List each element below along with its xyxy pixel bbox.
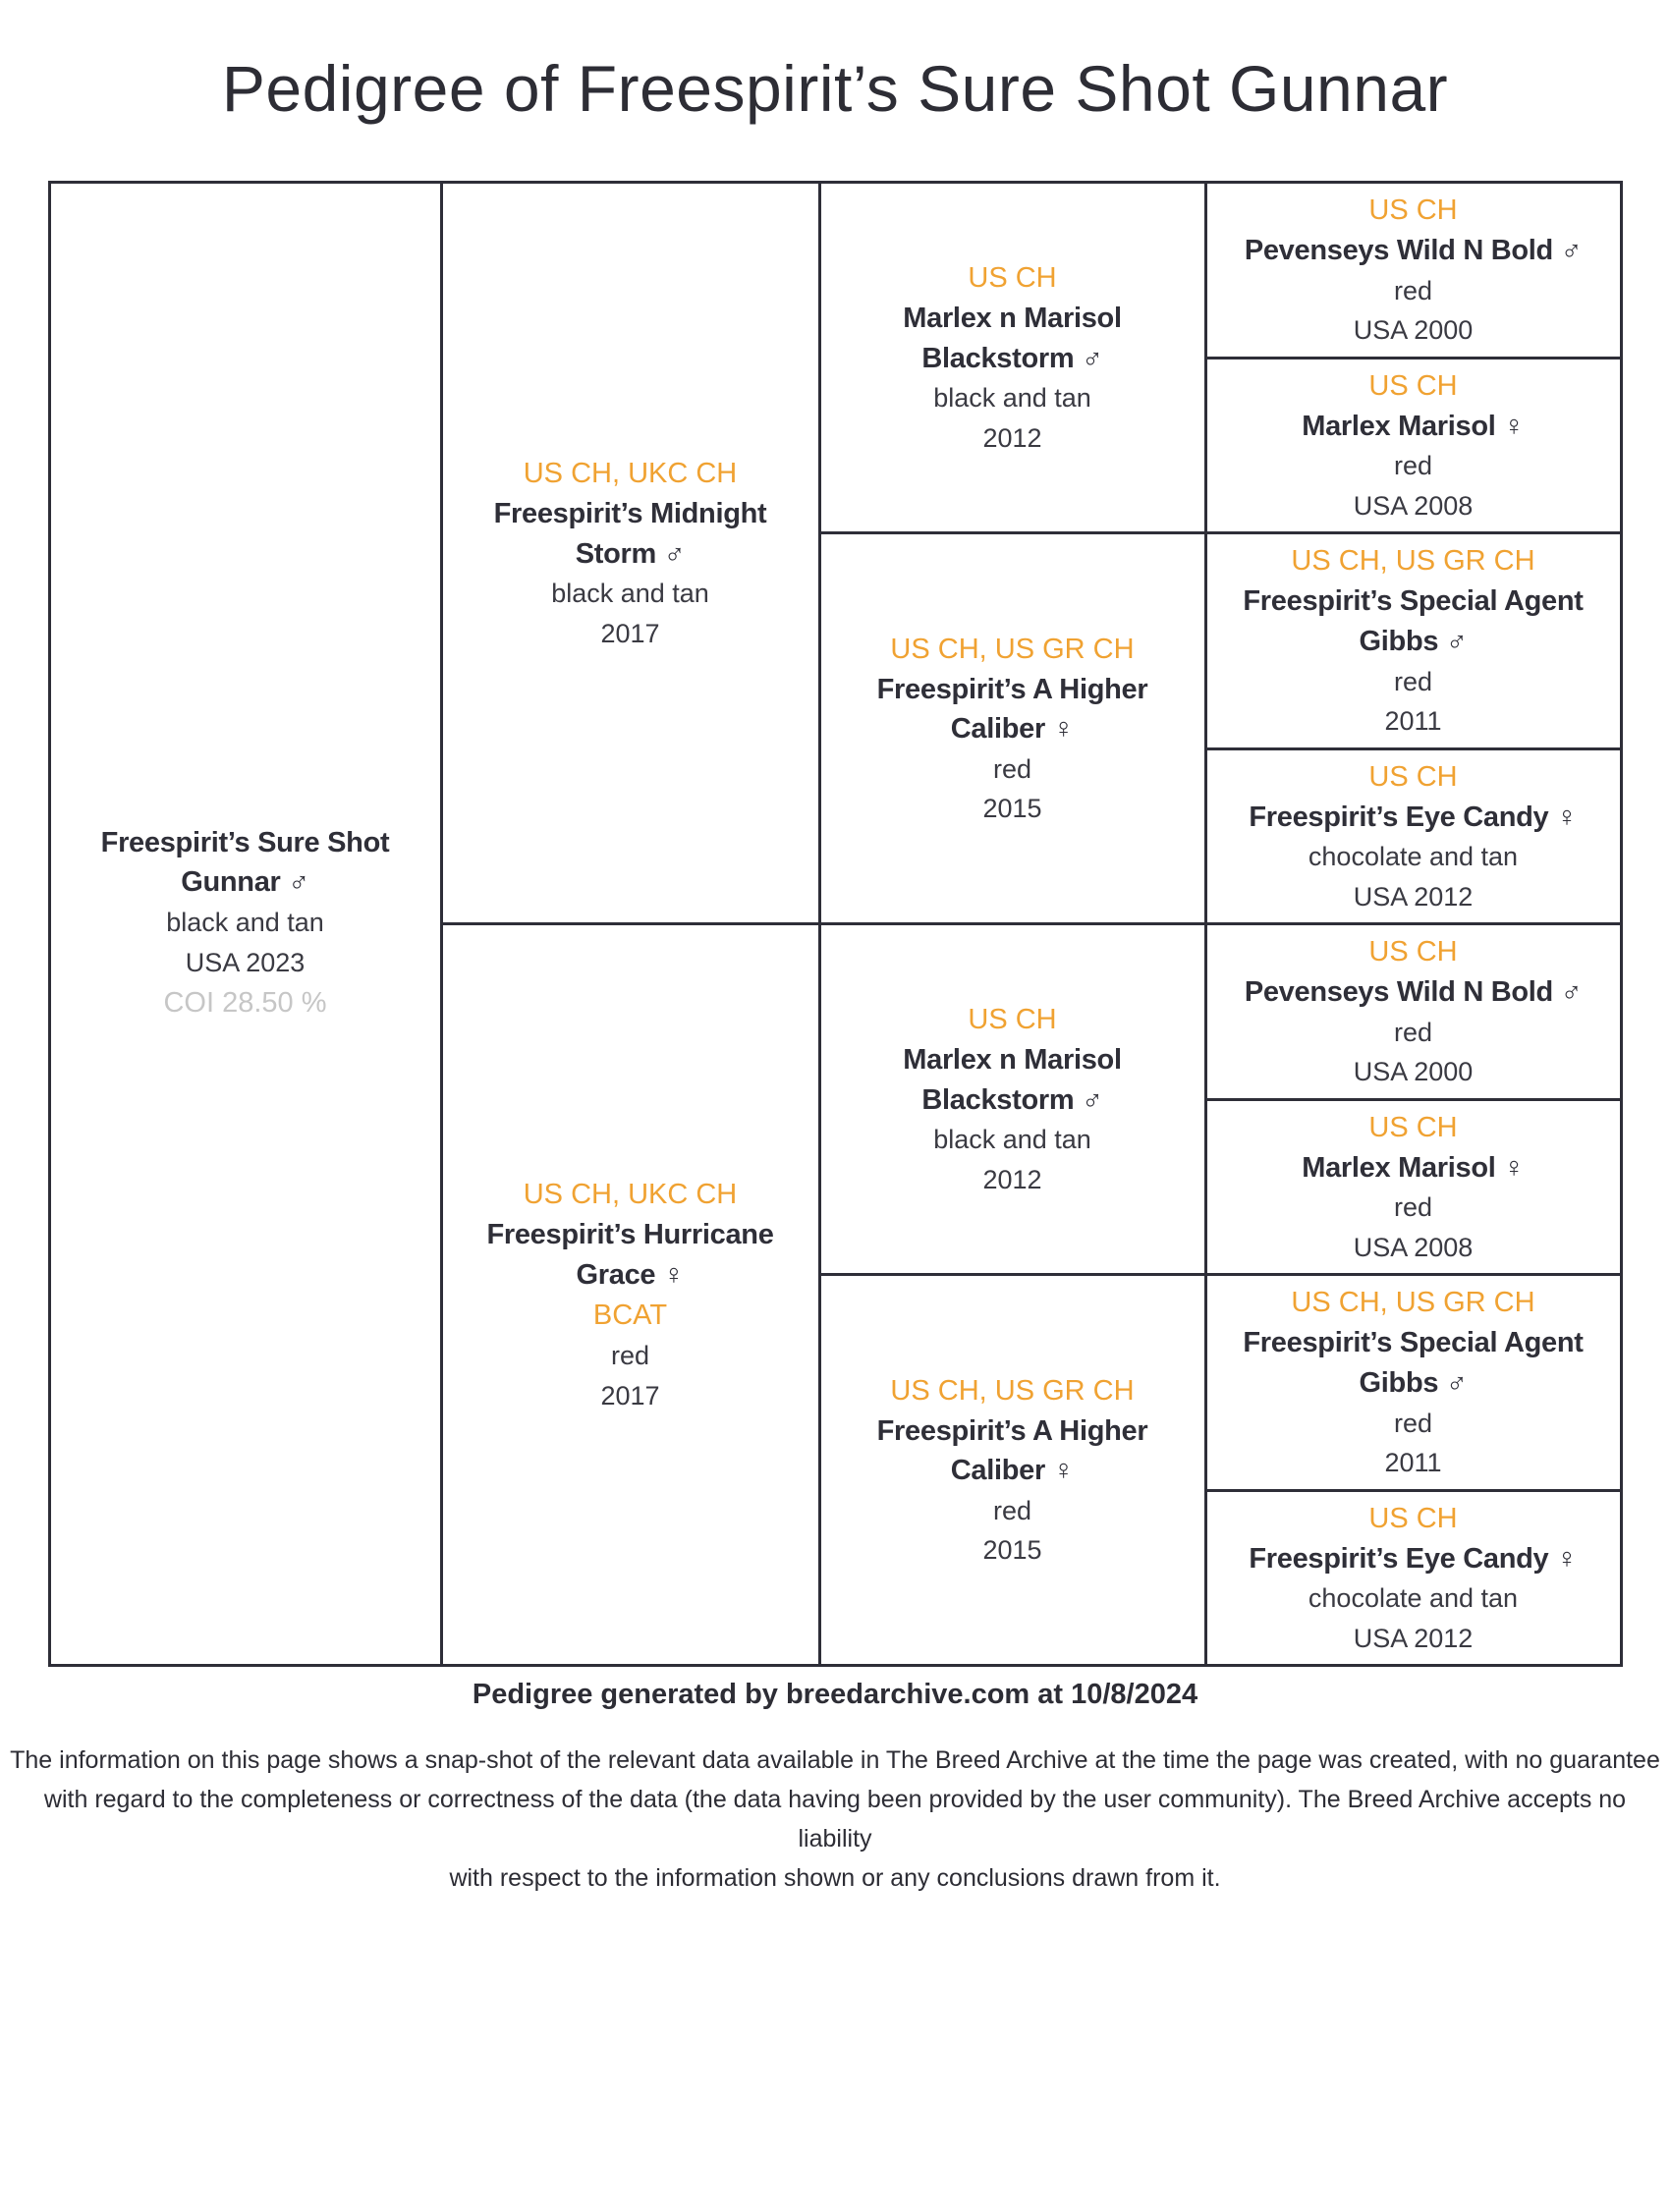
generated-footer: Pedigree generated by breedarchive.com at 10/8/2024 bbox=[472, 1679, 1198, 1711]
dog-name-text: Pevenseys Wild N Bold bbox=[1244, 976, 1553, 1009]
great-grandparent-year: 2011 bbox=[1384, 1448, 1442, 1478]
champion-titles: US CH bbox=[968, 262, 1057, 295]
female-symbol: ♀ bbox=[1503, 410, 1525, 442]
great-grandparent-year: USA 2000 bbox=[1353, 1057, 1474, 1087]
great-grandparent-name bbox=[1215, 972, 1612, 1013]
grandsire-color: black and tan bbox=[933, 1125, 1091, 1155]
great-grandparent-name bbox=[1215, 1539, 1612, 1579]
great-grandparent-color: red bbox=[1393, 1408, 1433, 1438]
great-grandparent-name bbox=[1215, 581, 1612, 661]
sire-name bbox=[451, 494, 810, 574]
dog-name-text: Marlex n Marisol Blackstorm bbox=[903, 303, 1122, 374]
great-grandparent-color: red bbox=[1393, 451, 1433, 481]
grandsire-name bbox=[829, 1040, 1197, 1120]
cell-great-grandparent-4 bbox=[1205, 748, 1621, 924]
champion-titles: US CH, UKC CH bbox=[523, 1179, 738, 1211]
dog-name-text: Freespirit’s Eye Candy bbox=[1249, 1542, 1549, 1575]
subject-name bbox=[59, 823, 432, 903]
cell-great-grandparent-5 bbox=[1205, 924, 1621, 1100]
great-grandparent-year: USA 2008 bbox=[1353, 1232, 1474, 1262]
dog-name-text: Freespirit’s Eye Candy bbox=[1249, 801, 1549, 833]
great-grandparent-name bbox=[1215, 1323, 1612, 1403]
granddam-year: 2015 bbox=[982, 794, 1042, 824]
grandsire-year: 2012 bbox=[982, 1164, 1042, 1194]
disclaimer-line: with regard to the completeness or correctness of the data (the data having been provided by the user community). The Breed Archive accepts no liability bbox=[43, 1786, 1627, 1853]
great-grandparent-color: red bbox=[1393, 275, 1433, 305]
subject-color: black and tan bbox=[166, 908, 324, 937]
dog-name-text: Marlex n Marisol Blackstorm bbox=[903, 1044, 1122, 1116]
dog-name-text: Freespirit’s Special Agent Gibbs bbox=[1243, 1327, 1584, 1400]
sire-year: 2017 bbox=[600, 618, 660, 648]
dam-year: 2017 bbox=[600, 1380, 660, 1410]
champion-titles-extra: BCAT bbox=[592, 1300, 668, 1332]
great-grandparent-color: red bbox=[1393, 1017, 1433, 1047]
champion-titles: US CH bbox=[1368, 369, 1458, 402]
male-symbol: ♂ bbox=[1560, 235, 1583, 267]
disclaimer-line: The information on this page shows a snap-shot of the relevant data available in The Breed Archive at the time the page was created, with no guarantee bbox=[10, 1746, 1660, 1775]
female-symbol: ♀ bbox=[1052, 1455, 1075, 1487]
dam-name bbox=[451, 1215, 810, 1295]
grandsire-name bbox=[829, 299, 1197, 378]
great-grandparent-color: chocolate and tan bbox=[1308, 842, 1519, 872]
pedigree-table bbox=[48, 181, 1623, 1667]
male-symbol: ♂ bbox=[1082, 1083, 1103, 1116]
cell-paternal-granddam bbox=[819, 533, 1205, 924]
subject-year: USA 2023 bbox=[185, 947, 306, 977]
female-symbol: ♀ bbox=[1052, 713, 1075, 746]
female-symbol: ♀ bbox=[1503, 1151, 1525, 1184]
dog-name-text: Freespirit’s Special Agent Gibbs bbox=[1243, 585, 1584, 657]
dog-name-text: Freespirit’s Midnight Storm bbox=[493, 498, 767, 570]
champion-titles: US CH bbox=[1368, 1502, 1458, 1534]
disclaimer-text bbox=[10, 1741, 1660, 1898]
dog-name-text: Pevenseys Wild N Bold bbox=[1244, 235, 1553, 267]
cell-maternal-grandsire bbox=[819, 924, 1205, 1275]
dog-name-text: Freespirit’s A Higher Caliber bbox=[876, 673, 1148, 746]
champion-titles: US CH bbox=[1368, 760, 1458, 793]
cell-subject bbox=[49, 183, 441, 1666]
great-grandparent-color: chocolate and tan bbox=[1308, 1583, 1519, 1614]
great-grandparent-color: red bbox=[1393, 1192, 1433, 1223]
granddam-color: red bbox=[992, 753, 1032, 784]
grandsire-color: black and tan bbox=[933, 383, 1091, 414]
granddam-color: red bbox=[992, 1495, 1032, 1525]
cell-great-grandparent-6 bbox=[1205, 1099, 1621, 1275]
champion-titles: US CH, US GR CH bbox=[1291, 1287, 1535, 1319]
great-grandparent-name bbox=[1215, 407, 1612, 447]
female-symbol: ♀ bbox=[1556, 1542, 1578, 1575]
cell-dam bbox=[441, 924, 819, 1666]
granddam-year: 2015 bbox=[982, 1535, 1042, 1566]
disclaimer-line: with respect to the information shown or any conclusions drawn from it. bbox=[449, 1864, 1221, 1893]
great-grandparent-year: USA 2000 bbox=[1353, 315, 1474, 346]
male-symbol: ♂ bbox=[663, 537, 686, 570]
cell-sire bbox=[441, 183, 819, 924]
male-symbol: ♂ bbox=[1082, 342, 1103, 374]
granddam-name bbox=[829, 670, 1197, 749]
male-symbol: ♂ bbox=[1445, 1367, 1468, 1400]
subject-coi: COI 28.50 % bbox=[163, 987, 327, 1019]
cell-paternal-grandsire bbox=[819, 183, 1205, 533]
dog-name-text: Marlex Marisol bbox=[1302, 410, 1496, 442]
female-symbol: ♀ bbox=[1556, 801, 1578, 833]
champion-titles: US CH bbox=[968, 1004, 1057, 1036]
cell-great-grandparent-8 bbox=[1205, 1490, 1621, 1666]
great-grandparent-name bbox=[1215, 1148, 1612, 1189]
dog-name-text: Freespirit’s Hurricane Grace bbox=[486, 1219, 774, 1291]
dog-name-text: Freespirit’s A Higher Caliber bbox=[876, 1414, 1148, 1487]
great-grandparent-year: USA 2012 bbox=[1353, 881, 1474, 912]
cell-great-grandparent-7 bbox=[1205, 1275, 1621, 1490]
champion-titles: US CH, US GR CH bbox=[890, 1374, 1135, 1407]
great-grandparent-name bbox=[1215, 231, 1612, 271]
great-grandparent-year: USA 2008 bbox=[1353, 490, 1474, 521]
cell-maternal-granddam bbox=[819, 1275, 1205, 1666]
male-symbol: ♂ bbox=[1445, 625, 1468, 657]
champion-titles: US CH bbox=[1368, 194, 1458, 226]
female-symbol: ♀ bbox=[663, 1258, 685, 1291]
great-grandparent-name bbox=[1215, 798, 1612, 838]
cell-great-grandparent-2 bbox=[1205, 358, 1621, 533]
cell-great-grandparent-3 bbox=[1205, 533, 1621, 748]
champion-titles: US CH bbox=[1368, 936, 1458, 968]
champion-titles: US CH, US GR CH bbox=[1291, 545, 1535, 578]
dog-name-text: Freespirit’s Sure Shot Gunnar bbox=[100, 826, 390, 899]
cell-great-grandparent-1 bbox=[1205, 183, 1621, 359]
page-title: Pedigree of Freespirit’s Sure Shot Gunnar bbox=[221, 52, 1449, 125]
male-symbol: ♂ bbox=[1560, 976, 1583, 1009]
dam-color: red bbox=[610, 1341, 650, 1371]
champion-titles: US CH, US GR CH bbox=[890, 633, 1135, 665]
great-grandparent-year: 2011 bbox=[1384, 706, 1442, 737]
granddam-name bbox=[829, 1411, 1197, 1491]
dog-name-text: Marlex Marisol bbox=[1302, 1151, 1496, 1184]
champion-titles: US CH, UKC CH bbox=[523, 457, 738, 489]
great-grandparent-color: red bbox=[1393, 666, 1433, 696]
male-symbol: ♂ bbox=[288, 866, 309, 899]
sire-color: black and tan bbox=[551, 579, 709, 609]
great-grandparent-year: USA 2012 bbox=[1353, 1623, 1474, 1653]
champion-titles: US CH bbox=[1368, 1111, 1458, 1143]
grandsire-year: 2012 bbox=[982, 422, 1042, 453]
